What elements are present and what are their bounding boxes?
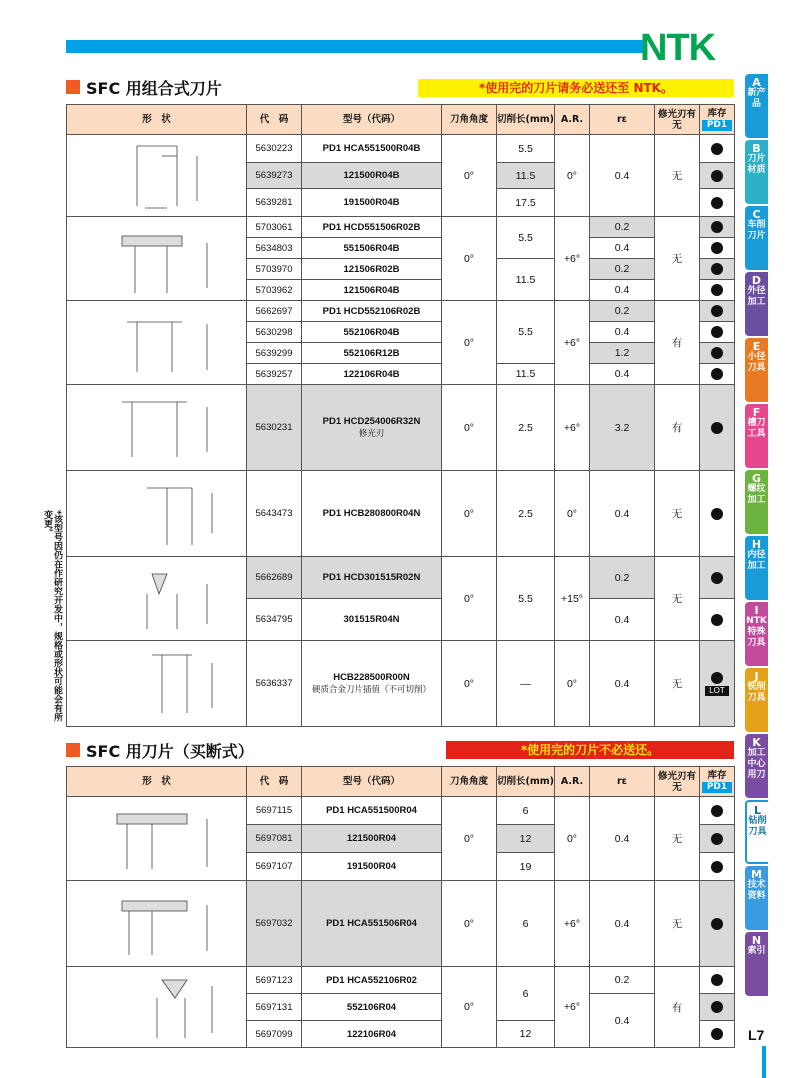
stock-cell	[700, 994, 735, 1021]
ar-cell: +6°	[555, 301, 590, 385]
side-tab-letter: L	[753, 804, 761, 817]
model-cell	[302, 385, 442, 471]
code-cell: 5703962	[247, 280, 302, 301]
re-cell: 0.4	[590, 364, 655, 385]
stock-cell	[700, 853, 735, 881]
side-tab-label: 新产品	[747, 88, 766, 109]
table-row	[67, 301, 735, 322]
col-wiper: 修光刃有无	[655, 767, 700, 797]
in-stock-icon	[711, 326, 723, 338]
in-stock-icon	[711, 305, 723, 317]
code-cell: 5639299	[247, 343, 302, 364]
cut-length-cell: 11.5	[497, 259, 555, 301]
wiper-cell: 无	[655, 797, 700, 881]
cut-length-cell: 5.5	[497, 217, 555, 259]
code-cell: 5643473	[247, 471, 302, 557]
code-cell: 5634795	[247, 599, 302, 641]
side-tab-letter: G	[751, 472, 762, 485]
cut-length-cell: 2.5	[497, 471, 555, 557]
col-stock	[700, 767, 735, 797]
side-tab-letter: H	[751, 538, 762, 551]
in-stock-icon	[711, 614, 723, 626]
table-row	[67, 217, 735, 238]
angle-cell: 0°	[442, 557, 497, 641]
angle-cell: 0°	[442, 967, 497, 1048]
cut-length-cell: 5.5	[497, 301, 555, 364]
ar-cell: 0°	[555, 135, 590, 217]
code-cell: 5703970	[247, 259, 302, 280]
side-tab-label: 小径刀具	[747, 352, 766, 373]
angle-cell: 0°	[442, 217, 497, 301]
insert-drawing	[67, 471, 247, 557]
side-tab-letter: K	[752, 736, 761, 749]
insert-drawing	[67, 557, 247, 641]
model-subtitle: 硬质合金刀片插值（不可切削）	[311, 684, 431, 694]
col-re: rε	[590, 767, 655, 797]
cut-length-cell: 11.5	[497, 364, 555, 385]
ar-cell: 0°	[555, 797, 590, 881]
wiper-cell: 无	[655, 217, 700, 301]
page-number: L7	[748, 1027, 765, 1043]
in-stock-icon	[711, 672, 723, 684]
cut-length-cell: 6	[497, 967, 555, 1021]
in-stock-icon	[711, 974, 723, 986]
code-cell: 5697107	[247, 853, 302, 881]
wiper-cell: 有	[655, 385, 700, 471]
insert-drawing	[67, 641, 247, 727]
re-cell: 0.4	[590, 238, 655, 259]
ntk-logo: NTK	[640, 27, 716, 69]
re-cell: 0.4	[590, 322, 655, 343]
model-cell: PD1 HCD552106R02B	[302, 301, 442, 322]
model-cell: 191500R04B	[302, 189, 442, 217]
angle-cell: 0°	[442, 471, 497, 557]
ar-cell: +6°	[555, 385, 590, 471]
col-shape: 形 状	[67, 767, 247, 797]
col-ar: A.R.	[555, 105, 590, 135]
page-number-bar	[762, 1046, 766, 1078]
re-cell: 0.4	[590, 280, 655, 301]
in-stock-icon	[711, 805, 723, 817]
code-cell: 5639257	[247, 364, 302, 385]
side-tab-letter: B	[752, 142, 761, 155]
side-tab-j[interactable]	[745, 668, 768, 732]
side-tab-i[interactable]	[745, 602, 768, 666]
section-marker-icon	[66, 80, 80, 94]
side-tab-f[interactable]	[745, 404, 768, 468]
disposable-insert-table	[66, 766, 735, 1048]
side-tab-m[interactable]	[745, 866, 768, 930]
in-stock-icon	[711, 422, 723, 434]
angle-cell: 0°	[442, 135, 497, 217]
side-tab-n[interactable]	[745, 932, 768, 996]
model-text: PD1 HCD254006R32N	[322, 416, 421, 427]
model-cell: PD1 HCA551506R04	[302, 881, 442, 967]
side-tab-b[interactable]	[745, 140, 768, 204]
side-tab-letter: F	[752, 406, 761, 419]
model-cell: PD1 HCA551500R04	[302, 797, 442, 825]
code-cell: 5636337	[247, 641, 302, 727]
section1-title-text: SFC 用组合式刀片	[86, 78, 222, 98]
cut-length-cell: 5.5	[497, 135, 555, 163]
cut-length-cell: 12	[497, 1021, 555, 1048]
stock-cell	[700, 301, 735, 322]
model-cell: PD1 HCB280800R04N	[302, 471, 442, 557]
model-cell: 122106R04B	[302, 364, 442, 385]
side-tab-letter: N	[751, 934, 762, 947]
return-notice: *使用完的刀片请务必送还至 NTK。	[418, 79, 734, 97]
col-angle: 刀角角度	[442, 767, 497, 797]
model-cell: PD1 HCA551500R04B	[302, 135, 442, 163]
col-code: 代 码	[247, 767, 302, 797]
model-cell: 122106R04	[302, 1021, 442, 1048]
re-cell: 0.4	[590, 797, 655, 881]
re-cell: 0.4	[590, 641, 655, 727]
stock-cell	[700, 364, 735, 385]
side-tab-label: 螺纹加工	[747, 484, 766, 505]
model-cell: 121506R02B	[302, 259, 442, 280]
combo-insert-table	[66, 104, 735, 727]
side-tab-label: 索引	[747, 946, 766, 956]
table-row	[67, 967, 735, 994]
side-tab-h[interactable]	[745, 536, 768, 600]
stock-cell	[700, 217, 735, 238]
ar-cell: +6°	[555, 881, 590, 967]
in-stock-icon	[711, 170, 723, 182]
in-stock-icon	[711, 263, 723, 275]
ar-cell: 0°	[555, 641, 590, 727]
section2-title-text: SFC 用刀片（买断式）	[86, 741, 254, 761]
side-tab-label: 槽刀工具	[747, 418, 766, 439]
cut-length-cell: 11.5	[497, 163, 555, 189]
wiper-cell: 有	[655, 967, 700, 1048]
stock-cell	[700, 189, 735, 217]
stock-cell	[700, 135, 735, 163]
side-tab-label: 内径加工	[747, 550, 766, 571]
stock-cell	[700, 163, 735, 189]
side-tab-g[interactable]	[745, 470, 768, 534]
stock-cell	[700, 825, 735, 853]
col-shape: 形 状	[67, 105, 247, 135]
in-stock-icon	[711, 284, 723, 296]
code-cell: 5703061	[247, 217, 302, 238]
side-tab-d[interactable]	[745, 272, 768, 336]
stock-cell	[700, 471, 735, 557]
stock-cell	[700, 797, 735, 825]
side-tab-letter: D	[751, 274, 762, 287]
re-cell: 0.4	[590, 881, 655, 967]
stock-cell	[700, 1021, 735, 1048]
table-row	[67, 471, 735, 557]
cut-length-cell: 6	[497, 881, 555, 967]
side-tab-label: 刀片材质	[747, 154, 766, 175]
section-marker-icon	[66, 743, 80, 757]
ar-cell: +6°	[555, 967, 590, 1048]
section1-title	[66, 76, 222, 98]
code-cell: 5639281	[247, 189, 302, 217]
re-cell: 0.4	[590, 135, 655, 217]
cut-length-cell: 6	[497, 797, 555, 825]
re-cell: 0.2	[590, 217, 655, 238]
table-row	[67, 881, 735, 967]
in-stock-icon	[711, 572, 723, 584]
in-stock-icon	[711, 368, 723, 380]
model-cell: 551506R04B	[302, 238, 442, 259]
table-row	[67, 641, 735, 727]
angle-cell: 0°	[442, 881, 497, 967]
code-cell: 5639273	[247, 163, 302, 189]
wiper-cell: 无	[655, 471, 700, 557]
stock-cell	[700, 322, 735, 343]
in-stock-icon	[711, 833, 723, 845]
side-tab-l[interactable]	[745, 800, 768, 864]
cut-length-cell: 2.5	[497, 385, 555, 471]
model-text: HCB228500R00N	[333, 672, 410, 683]
stock-cell	[700, 238, 735, 259]
wiper-cell: 无	[655, 557, 700, 641]
wiper-cell: 无	[655, 135, 700, 217]
cut-length-cell: —	[497, 641, 555, 727]
re-cell: 1.2	[590, 343, 655, 364]
angle-cell: 0°	[442, 301, 497, 385]
table-row	[67, 385, 735, 471]
stock-cell	[700, 280, 735, 301]
insert-drawing	[67, 385, 247, 471]
code-cell: 5630298	[247, 322, 302, 343]
re-cell: 0.4	[590, 471, 655, 557]
re-cell: 3.2	[590, 385, 655, 471]
stock-cell	[700, 385, 735, 471]
stock-cell	[700, 599, 735, 641]
side-tab-letter: E	[752, 340, 761, 353]
wiper-cell: 无	[655, 881, 700, 967]
in-stock-icon	[711, 1001, 723, 1013]
table-row	[67, 557, 735, 599]
ar-cell: +15°	[555, 557, 590, 641]
in-stock-icon	[711, 1028, 723, 1040]
col-re: rε	[590, 105, 655, 135]
re-cell: 0.2	[590, 259, 655, 280]
model-cell: 121500R04	[302, 825, 442, 853]
model-cell: PD1 HCD551506R02B	[302, 217, 442, 238]
side-tab-label: 技术资料	[747, 880, 766, 901]
code-cell: 5697115	[247, 797, 302, 825]
side-tab-letter: I	[754, 604, 759, 617]
insert-drawing	[67, 797, 247, 881]
model-cell: 552106R04	[302, 994, 442, 1021]
col-ar: A.R.	[555, 767, 590, 797]
wiper-cell: 无	[655, 641, 700, 727]
header-row	[67, 767, 735, 797]
col-model: 型号（代码）	[302, 767, 442, 797]
in-stock-icon	[711, 242, 723, 254]
stock-cell	[700, 881, 735, 967]
in-stock-icon	[711, 197, 723, 209]
ar-cell: 0°	[555, 471, 590, 557]
code-cell: 5630223	[247, 135, 302, 163]
code-cell: 5697081	[247, 825, 302, 853]
side-tab-label: 铣削刀具	[747, 682, 766, 703]
in-stock-icon	[711, 347, 723, 359]
model-cell: 121506R04B	[302, 280, 442, 301]
table-row	[67, 135, 735, 163]
side-tab-a[interactable]	[745, 74, 768, 138]
model-cell: 552106R04B	[302, 322, 442, 343]
side-tab-letter: J	[754, 670, 759, 683]
code-cell: 5634803	[247, 238, 302, 259]
code-cell: 5697032	[247, 881, 302, 967]
code-cell: 5662697	[247, 301, 302, 322]
angle-cell: 0°	[442, 385, 497, 471]
code-cell: 5697123	[247, 967, 302, 994]
in-stock-icon	[711, 508, 723, 520]
stock-cell	[700, 641, 735, 727]
stock-label: 库存	[707, 108, 727, 119]
re-cell: 0.2	[590, 557, 655, 599]
in-stock-icon	[711, 143, 723, 155]
insert-drawing	[67, 217, 247, 301]
model-cell: PD1 HCA552106R02	[302, 967, 442, 994]
side-tab-label: NTK特殊刀具	[746, 616, 767, 648]
in-stock-icon	[711, 918, 723, 930]
insert-drawing	[67, 301, 247, 385]
table-row	[67, 797, 735, 825]
side-tab-label: 车削刀片	[747, 220, 766, 241]
code-cell: 5697131	[247, 994, 302, 1021]
side-tab-label: 外径加工	[747, 286, 766, 307]
code-cell: 5662689	[247, 557, 302, 599]
re-cell: 0.4	[590, 994, 655, 1048]
model-cell: 301515R04N	[302, 599, 442, 641]
side-tab-label: 钻削刀具	[748, 816, 767, 837]
side-tab-k[interactable]	[745, 734, 768, 798]
in-stock-icon	[711, 221, 723, 233]
col-wiper: 修光刃有无	[655, 105, 700, 135]
no-return-notice: *使用完的刀片不必送还。	[446, 741, 734, 759]
model-cell: 121500R04B	[302, 163, 442, 189]
cut-length-cell: 19	[497, 853, 555, 881]
insert-drawing	[67, 135, 247, 217]
col-model: 型号（代码）	[302, 105, 442, 135]
wiper-cell: 有	[655, 301, 700, 385]
model-cell: 552106R12B	[302, 343, 442, 364]
col-stock	[700, 105, 735, 135]
side-tab-letter: C	[752, 208, 761, 221]
stock-cell	[700, 343, 735, 364]
model-cell: PD1 HCD301515R02N	[302, 557, 442, 599]
model-subtitle: 修光刃	[358, 428, 385, 438]
insert-drawing	[67, 881, 247, 967]
cut-length-cell: 17.5	[497, 189, 555, 217]
col-angle: 刀角角度	[442, 105, 497, 135]
re-cell: 0.2	[590, 967, 655, 994]
re-cell: 0.2	[590, 301, 655, 322]
model-cell: 191500R04	[302, 853, 442, 881]
in-stock-icon	[711, 861, 723, 873]
cut-length-cell: 5.5	[497, 557, 555, 641]
angle-cell: 0°	[442, 641, 497, 727]
code-cell: 5630231	[247, 385, 302, 471]
section2-title	[66, 739, 254, 761]
col-cut-length: 切削长(mm)	[497, 105, 555, 135]
grade-pd1-badge: PD1	[702, 782, 732, 793]
angle-cell: 0°	[442, 797, 497, 881]
side-tab-label: 加工中心用刀	[747, 748, 766, 780]
side-tab-c[interactable]	[745, 206, 768, 270]
lot-badge: LOT	[705, 686, 729, 696]
cut-length-cell: 12	[497, 825, 555, 853]
col-cut-length: 切削长(mm)	[497, 767, 555, 797]
grade-pd1-badge: PD1	[702, 120, 732, 131]
insert-drawing	[67, 967, 247, 1048]
re-cell: 0.4	[590, 599, 655, 641]
side-tab-letter: M	[751, 868, 762, 881]
stock-cell	[700, 259, 735, 280]
col-code: 代 码	[247, 105, 302, 135]
side-tab-e[interactable]	[745, 338, 768, 402]
stock-label: 库存	[707, 770, 727, 781]
stock-cell	[700, 967, 735, 994]
side-tab-letter: A	[752, 76, 761, 89]
stock-cell	[700, 557, 735, 599]
header-row	[67, 105, 735, 135]
model-cell	[302, 641, 442, 727]
ar-cell: +6°	[555, 217, 590, 301]
header-band	[66, 40, 636, 53]
code-cell: 5697099	[247, 1021, 302, 1048]
left-margin-note: *该型号因仍在作研究开发中，规格或形状可能会有所变更。	[42, 510, 62, 722]
